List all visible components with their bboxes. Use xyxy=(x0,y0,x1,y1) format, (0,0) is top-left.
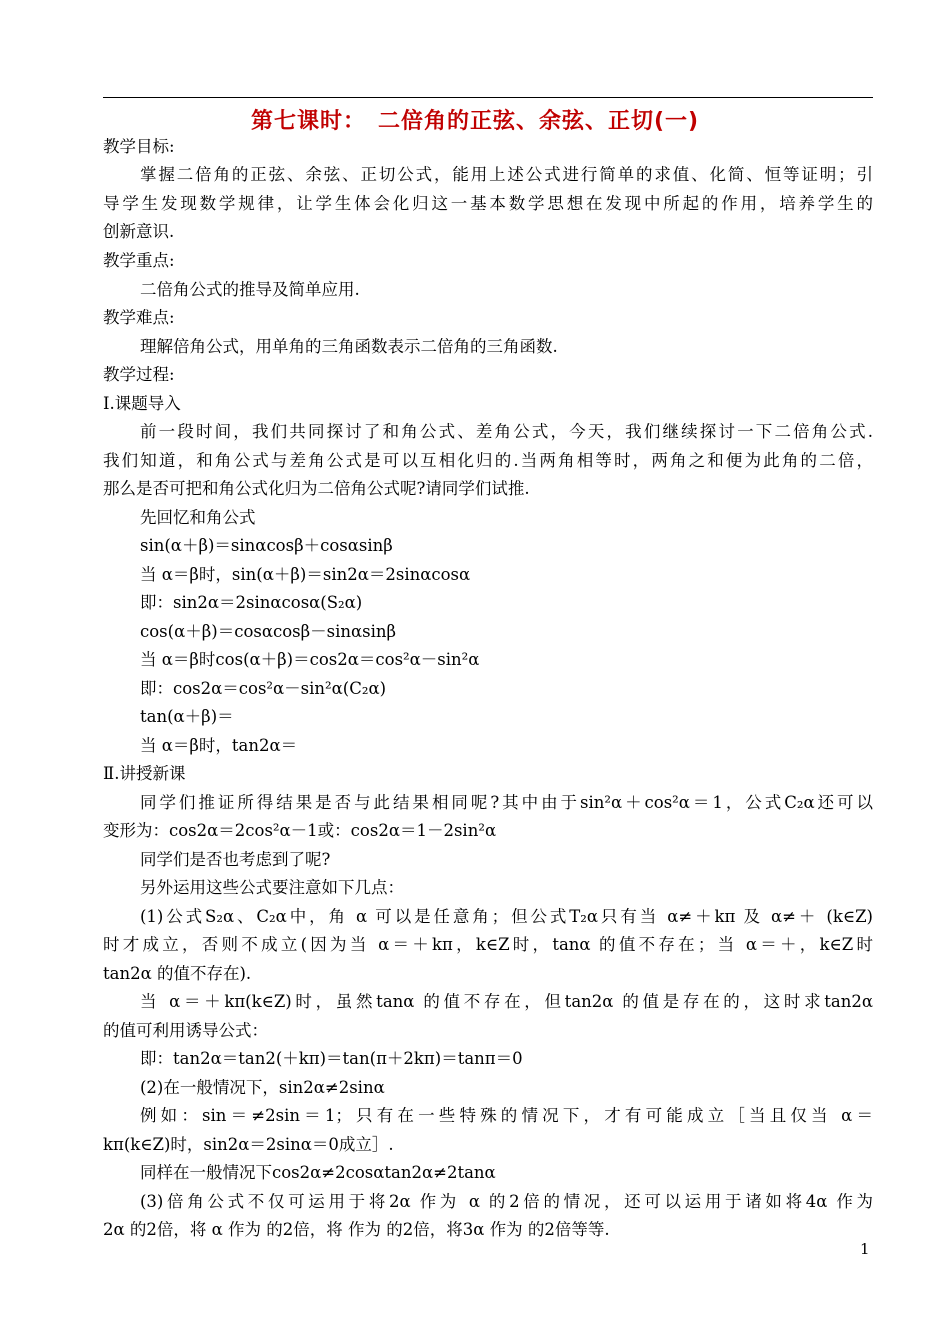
section-heading-difficulties: 教学难点: xyxy=(103,308,175,327)
paragraph-line: 例如：sin＝≠2sin＝1；只有在一些特殊的情况下，才有可能成立［当且仅当 α＝ xyxy=(140,1106,873,1125)
section-heading-intro: Ⅰ.课题导入 xyxy=(103,394,181,413)
paragraph-line: 变形为：cos2α＝2cos²α－1或：cos2α＝1－2sin²α xyxy=(103,821,497,840)
paragraph-line: 同样在一般情况下cos2α≠2cosαtan2α≠2tanα xyxy=(140,1163,496,1182)
formula-line: sin(α＋β)＝sinαcosβ＋cosαsinβ xyxy=(140,536,393,555)
page-number: 1 xyxy=(860,1240,870,1258)
paragraph-line: 另外运用这些公式要注意如下几点： xyxy=(140,878,404,897)
formula-line: tan(α＋β)＝ xyxy=(140,707,234,726)
formula-line: 当 α＝β时，sin(α＋β)＝sin2α＝2sinαcosα xyxy=(140,565,471,584)
paragraph-line: 那么是否可把和角公式化归为二倍角公式呢?请同学们试推. xyxy=(103,479,530,498)
paragraph-line: 当 α＝＋kπ(k∈Z)时，虽然tanα 的值不存在，但tan2α 的值是存在的，这时求tan2α xyxy=(140,992,873,1011)
section-heading-new-lesson: Ⅱ.讲授新课 xyxy=(103,764,186,783)
paragraph-line: 创新意识. xyxy=(103,222,175,241)
formula-line: 即：sin2α＝2sinαcosα(S₂α) xyxy=(140,593,363,612)
paragraph-line: (3)倍角公式不仅可运用于将2α 作为 α 的2倍的情况，还可以运用于诸如将4α 作为 xyxy=(140,1192,873,1211)
paragraph-line: 的值可利用诱导公式： xyxy=(103,1021,268,1040)
paragraph-line: kπ(k∈Z)时，sin2α＝2sinα＝0成立］. xyxy=(103,1135,394,1154)
formula-line: 当 α＝β时cos(α＋β)＝cos2α＝cos²α－sin²α xyxy=(140,650,480,669)
paragraph-line: (2)在一般情况下，sin2α≠2sinα xyxy=(140,1078,385,1097)
paragraph-line: 理解倍角公式，用单角的三角函数表示二倍角的三角函数. xyxy=(140,337,558,356)
formula-line: cos(α＋β)＝cosαcosβ－sinαsinβ xyxy=(140,622,397,641)
paragraph-line: 2α 的2倍，将 α 作为 的2倍，将 作为 的2倍，将3α 作为 的2倍等等. xyxy=(103,1220,610,1239)
paragraph-line: tan2α 的值不存在). xyxy=(103,964,252,983)
paragraph-line: 同学们推证所得结果是否与此结果相同呢?其中由于sin²α＋cos²α＝1，公式C₂α还可以 xyxy=(140,793,873,812)
formula-line: 即：cos2α＝cos²α－sin²α(C₂α) xyxy=(140,679,387,698)
section-heading-objectives: 教学目标: xyxy=(103,137,175,156)
paragraph-line: (1)公式S₂α、C₂α中，角 α 可以是任意角；但公式T₂α只有当 α≠＋kπ 及 α≠＋ (k∈Z) xyxy=(140,907,873,926)
paragraph-line: 导学生发现数学规律，让学生体会化归这一基本数学思想在发现中所起的作用，培养学生的 xyxy=(103,194,873,213)
paragraph-line: 二倍角公式的推导及简单应用. xyxy=(140,280,360,299)
header-rule xyxy=(103,97,873,98)
formula-line: 即：tan2α＝tan2(＋kπ)＝tan(π＋2kπ)＝tanπ＝0 xyxy=(140,1049,523,1068)
paragraph-line: 同学们是否也考虑到了呢? xyxy=(140,850,331,869)
paragraph-line: 我们知道，和角公式与差角公式是可以互相化归的.当两角相等时，两角之和便为此角的二倍， xyxy=(103,451,873,470)
paragraph-line: 时才成立，否则不成立(因为当 α＝＋kπ，k∈Z时，tanα 的值不存在；当 α＝＋，k∈Z时 xyxy=(103,935,873,954)
lesson-title: 第七课时： 二倍角的正弦、余弦、正切(一) xyxy=(250,109,700,134)
formula-line: 当 α＝β时，tan2α＝ xyxy=(140,736,298,755)
section-heading-key-points: 教学重点: xyxy=(103,251,175,270)
paragraph-line: 先回忆和角公式 xyxy=(140,508,256,527)
section-heading-process: 教学过程: xyxy=(103,365,175,384)
paragraph-line: 掌握二倍角的正弦、余弦、正切公式，能用上述公式进行简单的求值、化简、恒等证明；引 xyxy=(140,165,873,184)
paragraph-line: 前一段时间，我们共同探讨了和角公式、差角公式，今天，我们继续探讨一下二倍角公式. xyxy=(140,422,873,441)
